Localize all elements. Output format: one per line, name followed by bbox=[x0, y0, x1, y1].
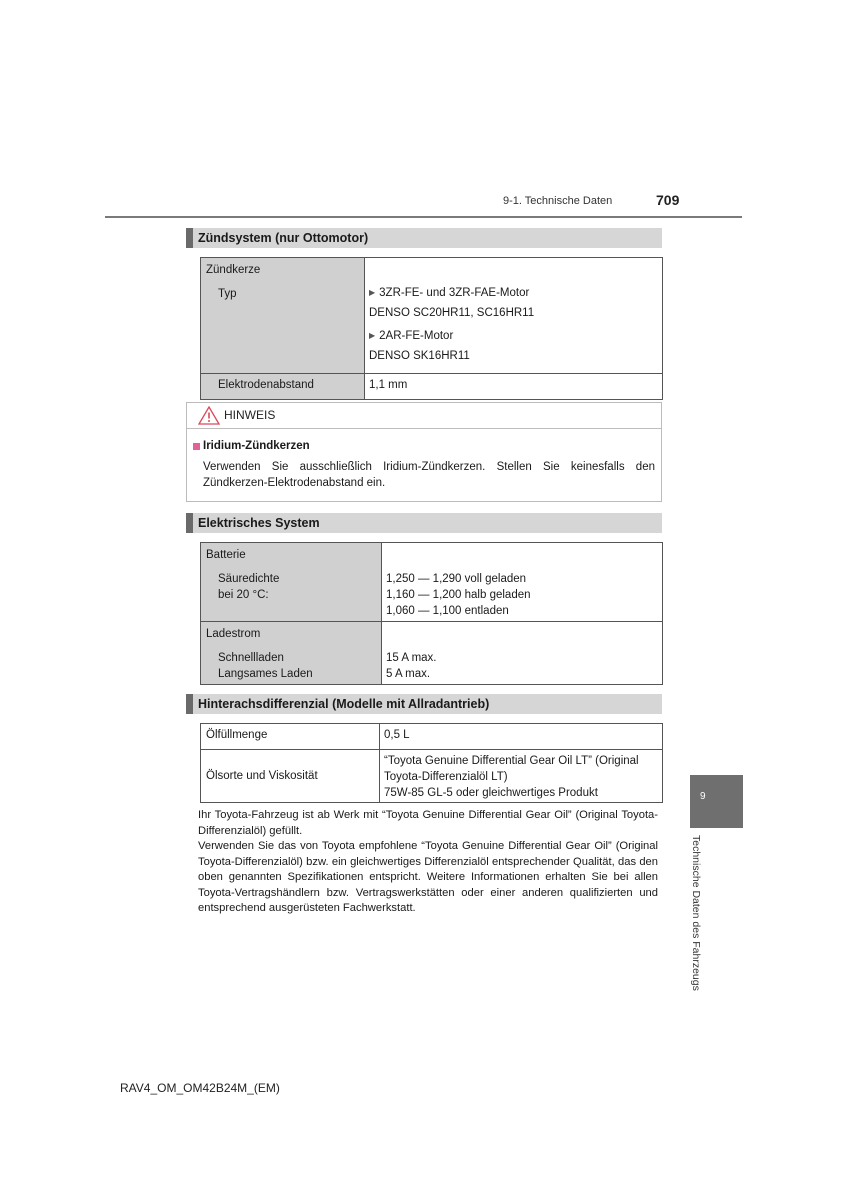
table-cell-label bbox=[201, 622, 382, 685]
gap-value: 1,1 mm bbox=[365, 374, 663, 400]
section-heading-ignition bbox=[186, 228, 662, 248]
plug-type: DENSO SK16HR11 bbox=[369, 350, 470, 362]
oil-value: Toyota-Differenzialöl LT) bbox=[384, 771, 508, 783]
chapter-tab bbox=[690, 775, 743, 828]
fast-charge-label: Schnellladen bbox=[218, 652, 284, 664]
table-cell-value bbox=[380, 750, 663, 803]
spark-plug-label: Zündkerze bbox=[206, 264, 261, 276]
oil-value: 75W-85 GL-5 oder gleichwertiges Produkt bbox=[384, 787, 598, 799]
section-title: Zündsystem (nur Ottomotor) bbox=[198, 231, 369, 245]
ignition-table bbox=[200, 257, 663, 400]
square-bullet-icon bbox=[193, 443, 200, 450]
section-heading-electrical bbox=[186, 513, 662, 533]
oil-label: Ölsorte und Viskosität bbox=[201, 750, 380, 803]
density-label: Säuredichte bbox=[218, 573, 280, 585]
section-heading-differential bbox=[186, 694, 662, 714]
note-header bbox=[187, 403, 661, 429]
table-cell-value bbox=[382, 622, 663, 685]
document-code: RAV4_OM_OM42B24M_(EM) bbox=[120, 1081, 280, 1095]
running-header-section: 9-1. Technische Daten bbox=[503, 195, 613, 207]
paragraph: Verwenden Sie das von Toyota empfohlene “Toyota Genuine Differential Gear Oil” (Original Toyota-Differenzialöl) bzw. ein gleichwertiges Differenzialöl entsprechender Qualität, das den oben genannten Spezifikationen entspricht. Weitere Informationen erhalten Sie bei allen Toyota-Vertragshändlern bzw. Vertragswerkstätten oder einer anderen qualifizierten und entsprechend ausgerüsteten Fachwerkstatt. bbox=[198, 840, 658, 914]
temperature-label: bei 20 °C: bbox=[218, 589, 269, 601]
engine-name: 3ZR-FE- und 3ZR-FAE-Motor bbox=[379, 287, 530, 299]
type-label: Typ bbox=[218, 288, 237, 300]
slow-charge-value: 5 A max. bbox=[386, 668, 431, 680]
differential-table bbox=[200, 723, 663, 803]
section-title: Elektrisches System bbox=[198, 516, 320, 530]
note-text: Verwenden Sie ausschließlich Iridium-Zündkerzen. Stellen Sie keinesfalls den Zündkerzen-Elektrodenabstand ein. bbox=[203, 461, 655, 489]
table-row bbox=[201, 750, 663, 803]
table-row bbox=[201, 258, 663, 374]
triangle-bullet-icon: ▶ bbox=[369, 288, 376, 297]
chapter-label: Technische Daten des Fahrzeugs bbox=[690, 835, 702, 991]
table-cell-label bbox=[201, 258, 365, 374]
table-row bbox=[201, 374, 663, 400]
table-row bbox=[201, 622, 663, 685]
fast-charge-value: 15 A max. bbox=[386, 652, 437, 664]
page-number: 709 bbox=[656, 192, 680, 208]
note-title: HINWEIS bbox=[224, 408, 276, 422]
engine-line bbox=[369, 285, 662, 301]
section-title: Hinterachsdifferenzial (Modelle mit Allradantrieb) bbox=[198, 697, 490, 711]
table-cell-value bbox=[382, 543, 663, 622]
electrical-table bbox=[200, 542, 663, 685]
slow-charge-label: Langsames Laden bbox=[218, 668, 313, 680]
capacity-label: Ölfüllmenge bbox=[201, 724, 380, 750]
gap-label: Elektrodenabstand bbox=[201, 374, 365, 400]
note-subtitle: Iridium-Zündkerzen bbox=[203, 440, 310, 452]
paragraph: Ihr Toyota-Fahrzeug ist ab Werk mit “Toyota Genuine Differential Gear Oil” (Original Toyota-Differenzialöl) gefüllt. bbox=[198, 809, 658, 837]
density-value: 1,250 — 1,290 voll geladen bbox=[386, 573, 527, 585]
note-box bbox=[186, 402, 662, 502]
oil-value: “Toyota Genuine Differential Gear Oil LT” (Original bbox=[384, 755, 639, 767]
engine-line bbox=[369, 328, 662, 344]
chapter-number: 9 bbox=[700, 791, 706, 802]
body-text bbox=[198, 808, 658, 917]
capacity-value: 0,5 L bbox=[380, 724, 663, 750]
engine-name: 2AR-FE-Motor bbox=[379, 330, 454, 342]
table-cell-label bbox=[201, 543, 382, 622]
header-rule bbox=[105, 216, 742, 218]
table-cell-value bbox=[365, 258, 663, 374]
triangle-bullet-icon: ▶ bbox=[369, 331, 376, 340]
table-row bbox=[201, 543, 663, 622]
plug-type: DENSO SC20HR11, SC16HR11 bbox=[369, 307, 535, 319]
charge-label: Ladestrom bbox=[206, 628, 261, 640]
density-value: 1,060 — 1,100 entladen bbox=[386, 605, 509, 617]
battery-label: Batterie bbox=[206, 549, 246, 561]
density-value: 1,160 — 1,200 halb geladen bbox=[386, 589, 531, 601]
chapter-label-container bbox=[690, 835, 714, 1015]
warning-icon bbox=[198, 406, 220, 425]
table-row bbox=[201, 724, 663, 750]
